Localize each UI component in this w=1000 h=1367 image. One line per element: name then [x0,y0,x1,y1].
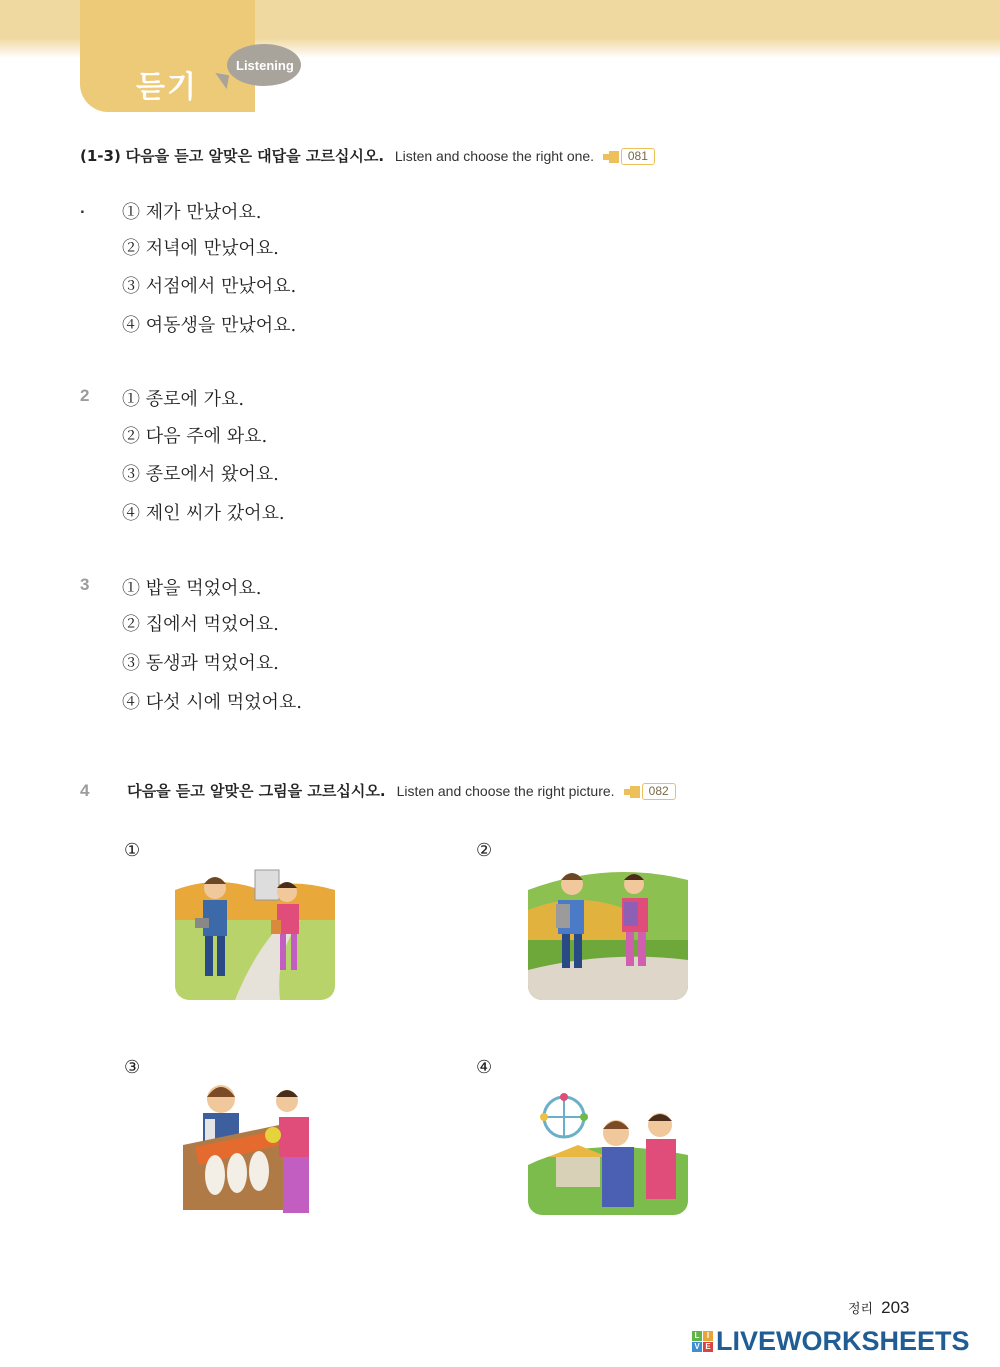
brand-text: LIVEWORKSHEETS [716,1326,970,1356]
section-title: 듣기 [136,70,198,105]
q1-option-1[interactable]: ① 제가 만났어요. [122,202,262,223]
picture-2-illustration [528,860,688,1000]
footer-section: 정리 [848,1302,874,1317]
picture-label-2: ② [476,840,493,861]
q2-option-3[interactable]: ③ 종로에서 왔어요. [122,464,279,485]
picture-4-illustration [528,1075,688,1215]
question-number-1: . [80,198,85,217]
audio-track-number: 081 [621,148,655,165]
question-number-4: 4 [80,781,90,800]
q3-option-2[interactable]: ② 집에서 먹었어요. [122,614,279,635]
instruction-1-3 [80,145,655,166]
picture-option-2[interactable] [528,860,688,1000]
picture-1-illustration [175,860,335,1000]
question-4-instruction [80,780,676,801]
instruction-korean: 다음을 듣고 알맞은 대답을 고르십시오. [125,147,385,165]
page-number: 203 [881,1298,910,1317]
speech-bubble-tail [213,73,229,89]
q3-option-3[interactable]: ③ 동생과 먹었어요. [122,653,279,674]
logo-letter-v: V [692,1342,702,1352]
picture-option-3[interactable] [175,1075,335,1215]
audio-track-number: 082 [642,783,676,800]
section-badge: Listening [236,58,294,73]
q2-option-1[interactable]: ① 종로에 가요. [122,389,245,410]
picture-option-1[interactable] [175,860,335,1000]
q2-option-2[interactable]: ② 다음 주에 와요. [122,426,268,447]
question-number-2: 2 [80,386,90,405]
page-footer [848,1298,910,1318]
q3-option-4[interactable]: ④ 다섯 시에 먹었어요. [122,692,302,713]
q4-korean: 다음을 듣고 알맞은 그림을 고르십시오. [127,782,386,800]
question-number-3: 3 [80,575,90,594]
speaker-icon [630,786,640,798]
logo-letter-i: I [703,1331,713,1341]
logo-letter-l: L [692,1331,702,1341]
q1-option-3[interactable]: ③ 서점에서 만났어요. [122,276,297,297]
instruction-range: (1-3) [80,147,121,165]
q4-english: Listen and choose the right picture. [396,783,615,799]
speaker-icon [609,151,619,163]
picture-label-1: ① [124,840,141,861]
picture-label-3: ③ [124,1057,141,1078]
audio-track-082[interactable] [630,783,676,800]
picture-3-illustration [175,1075,335,1215]
q1-option-4[interactable]: ④ 여동생을 만났어요. [122,315,297,336]
q1-option-2[interactable]: ② 저녁에 만났어요. [122,238,279,259]
q3-option-1[interactable]: ① 밥을 먹었어요. [122,578,262,599]
q2-option-4[interactable]: ④ 제인 씨가 갔어요. [122,503,285,524]
liveworksheets-logo-icon [692,1331,713,1352]
logo-letter-e: E [703,1342,713,1352]
audio-track-081[interactable] [609,148,655,165]
instruction-english: Listen and choose the right one. [394,148,595,164]
picture-label-4: ④ [476,1057,493,1078]
picture-option-4[interactable] [528,1075,688,1215]
liveworksheets-brand [692,1326,970,1357]
